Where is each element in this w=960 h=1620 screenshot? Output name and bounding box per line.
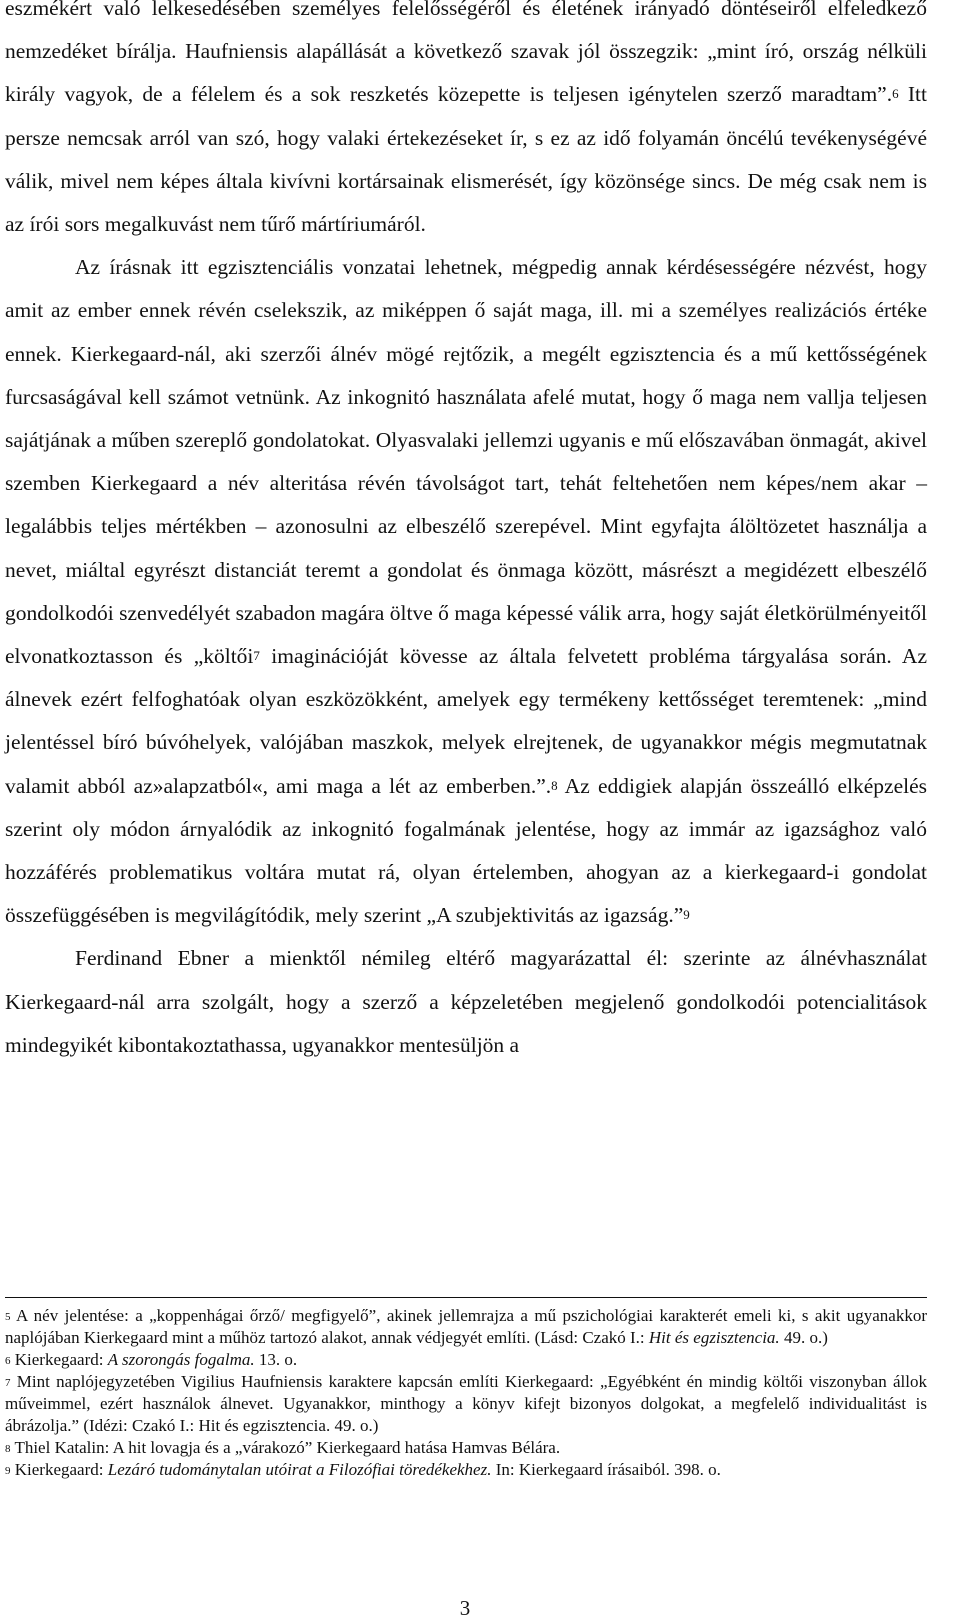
footnote-ref-7[interactable]: 7 bbox=[253, 648, 260, 664]
footnote-number: 8 bbox=[5, 1443, 11, 1455]
footnote-tail: In: Kierkegaard írásaiból. 398. o. bbox=[491, 1460, 721, 1479]
footnote-ref-9[interactable]: 9 bbox=[683, 907, 690, 923]
footnote-text: Kierkegaard: bbox=[10, 1460, 108, 1479]
paragraph-2-text-c: Az eddigiek alapján összeálló elképzelés szerint oly módon árnyalódik az inkognitó fogalmának jelentése, hogy az immár az igazsághoz való hozzáférés problematikus voltára mutat rá, olyan értelemben, ahogyan az a kierkegaard-i gondolat összefüggésében is megvilágítódik, mely szerint „A szubjektivitás az igazság.” bbox=[5, 773, 927, 928]
page-body bbox=[5, 0, 927, 1067]
footnote-5 bbox=[5, 1305, 927, 1349]
footnote-title: A szorongás fogalma. bbox=[107, 1350, 255, 1369]
footnote-tail: 49. o.) bbox=[779, 1328, 828, 1347]
footnote-tail: 13. o. bbox=[254, 1350, 298, 1369]
footnote-6 bbox=[5, 1349, 927, 1371]
paragraph-2 bbox=[5, 246, 927, 937]
footnote-text: Thiel Katalin: A hit lovagja és a „várakozó” Kierkegaard hatása Hamvas Bélára. bbox=[10, 1438, 561, 1457]
footnote-7 bbox=[5, 1371, 927, 1437]
footnote-number: 6 bbox=[5, 1355, 11, 1367]
paragraph-1-lead: eszmékért való lelkesedésében bbox=[5, 0, 293, 20]
footnotes bbox=[5, 1305, 927, 1481]
footnote-9 bbox=[5, 1459, 927, 1481]
footnote-ref-8[interactable]: 8 bbox=[551, 777, 558, 793]
paragraph-2-text-a: Az írásnak itt egzisztenciális vonzatai lehetnek, mégpedig annak kérdésességére nézvést, hogy amit az ember ennek révén cselekszik, az miképpen ő saját maga, ill. mi a személyes realizációs értéke ennek. Kierkegaard-nál, aki szerzői álnév mögé rejtőzik, a megélt egzisztencia és a mű kettősségének furcsaságával kell számot vetnünk. Az inkognitó használata afelé mutat, hogy ő maga nem vallja teljesen sajátjának a műben szereplő gondolatokat. Olyasvalaki jellemzi ugyanis e mű előszavában önmagát, akivel szemben Kierkegaard a név alteritása révén távolságot tart, tehát feltehetően nem képes/nem akar – legalábbis teljes mértékben – azonosulni az elbeszélő szerepével. Mint egyfajta álöltözetet használja a nevet, miáltal egyrészt distanciát teremt a gondolat és önmaga között, másrészt a megidézett elbeszélő gondolkodói szenvedélyét szabadon magára öltve ő maga képessé válik arra, hogy saját életkörülményeitől elvonatkoztasson és „költői bbox=[5, 255, 927, 669]
footnote-text: Kierkegaard: bbox=[10, 1350, 108, 1369]
paragraph-1-text-a: személyes felelősségéről és életének irányadó döntéseiről elfeledkező nemzedéket bírálja. Haufniensis alapállását a következő szavak jól összegzik: „mint író, ország nélküli király vagyok, de a félelem és a sok reszketés közepette is teljesen igénytelen szerző maradtam”. bbox=[5, 0, 927, 107]
footnote-8 bbox=[5, 1437, 927, 1459]
footnote-title: Hit és egzisztencia. bbox=[648, 1328, 780, 1347]
footnote-ref-6[interactable]: 6 bbox=[892, 86, 899, 102]
page-number: 3 bbox=[459, 1596, 471, 1620]
footnote-number: 7 bbox=[5, 1377, 11, 1389]
paragraph-1-text-b: Itt persze nemcsak arról van szó, hogy valaki értekezéseket ír, s ez az idő folyamán öncélú tevékenységévé válik, mivel nem képes általa kivívni kortársainak elismerését, így közönsége sincs. De még csak nem is az írói sors megalkuvást nem tűrő mártíriumáról. bbox=[5, 82, 927, 237]
footnote-separator bbox=[5, 1297, 927, 1298]
paragraph-1 bbox=[5, 0, 927, 246]
paragraph-3: Ferdinand Ebner a mienktől némileg eltérő magyarázattal él: szerinte az álnévhasználat Kierkegaard-nál arra szolgált, hogy a szerző a képzeletében megjelenő gondolkodói potencialitások mindegyikét kibontakoztathassa, ugyanakkor mentesüljön a bbox=[5, 946, 927, 1057]
footnote-number: 5 bbox=[5, 1311, 11, 1323]
footnote-text: A név jelentése: a „koppenhágai őrző/ megfigyelő”, akinek jellemrajza a mű pszichológiai karakterét emeli ki, s akit ugyanakkor naplójában Kierkegaard mint a műhöz tartozó alakot, annak védjegyét említi. (Lásd: Czakó I.: bbox=[5, 1306, 927, 1347]
footnote-title: Lezáró tudománytalan utóirat a Filozófiai töredékekhez. bbox=[107, 1460, 492, 1479]
footnote-text: Mint naplójegyzetében Vigilius Haufniensis karaktere kapcsán említi Kierkegaard: „Egyébként én mindig költői viszonyban állok műveimmel, ezért használok álnevet. Ugyanakkor, minthogy a könyv kifejt bizonyos dolgokat, a megfelelő individualitást is ábrázolja.” (Idézi: Czakó I.: Hit és egzisztencia. 49. o.) bbox=[5, 1372, 927, 1435]
paragraph-2-text-b: imaginációját kövesse az általa felvetett probléma tárgyalása során. Az álnevek ezért felfoghatóak olyan eszközökként, amelyek egy termékeny kettősséget teremtenek: „mind jelentéssel bíró búvóhelyek, valójában maszkok, melyek elrejtenek, de ugyanakkor mégis megmutatnak valamit abból az»alapzatból«, ami maga a lét az emberben.”. bbox=[5, 644, 927, 798]
footnote-number: 9 bbox=[5, 1465, 11, 1477]
